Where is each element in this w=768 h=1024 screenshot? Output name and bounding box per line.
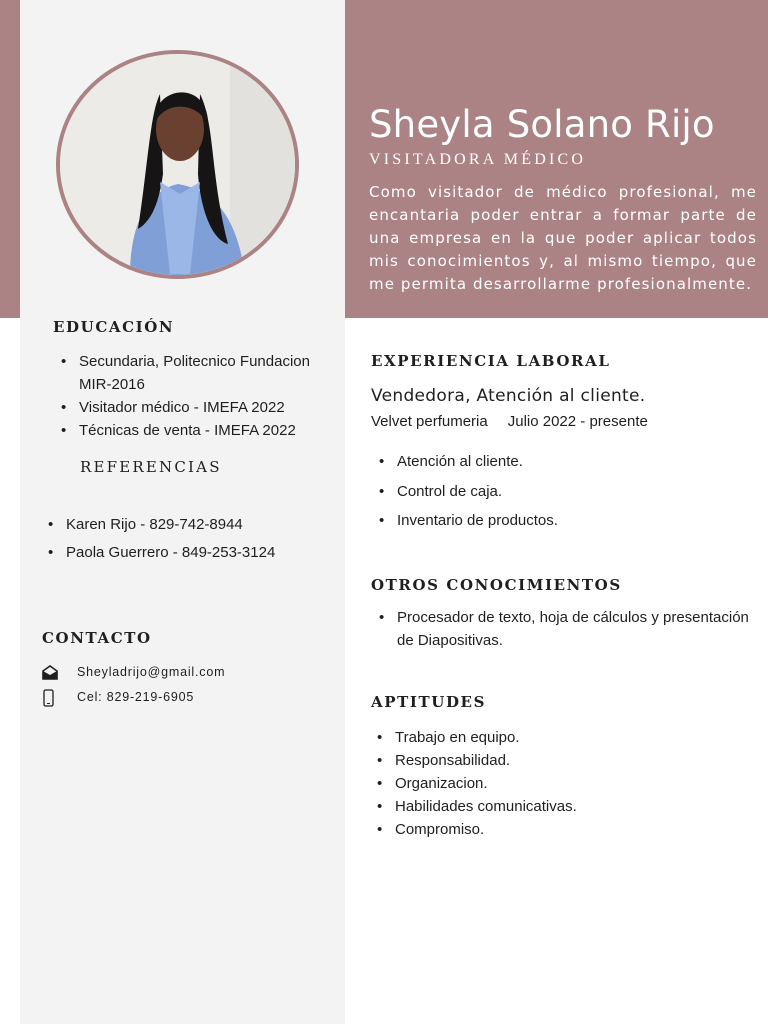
skills-list <box>369 726 759 841</box>
left-accent-strip <box>0 0 20 318</box>
candidate-role: VISITADORA MÉDICO <box>369 151 587 168</box>
list-item: • Trabajo en equipo. <box>369 726 759 749</box>
experience-heading: EXPERIENCIA LABORAL <box>371 352 611 370</box>
list-item: • Técnicas de venta - IMEFA 2022 <box>53 419 343 442</box>
experience-list <box>371 447 761 536</box>
list-item: • Habilidades comunicativas. <box>369 795 759 818</box>
knowledge-list <box>371 606 761 652</box>
list-item: • Visitador médico - IMEFA 2022 <box>53 396 343 419</box>
envelope-icon <box>42 664 58 682</box>
candidate-name: Sheyla Solano Rijo <box>369 103 715 146</box>
list-item: • Responsabilidad. <box>369 749 759 772</box>
job-title: Vendedora, Atención al cliente. <box>371 386 646 406</box>
contact-email[interactable]: Sheyladrijo@gmail.com <box>77 665 226 679</box>
skills-heading: APTITUDES <box>371 693 487 711</box>
phone-icon <box>42 689 58 707</box>
profile-photo <box>56 50 299 279</box>
list-item: • Paola Guerrero - 849-253-3124 <box>40 539 345 567</box>
profile-summary: Como visitador de médico profesional, me encantaria poder entrar a formar parte de una empresa en la que poder aplicar todos mis conocimientos y, al mismo tiempo, que me permita desarrollarme profesionalmente. <box>369 183 757 293</box>
list-item: • Secundaria, Politecnico Fundacion MIR-2016 <box>53 350 343 396</box>
list-item: • Inventario de productos. <box>371 506 761 536</box>
contact-phone[interactable]: Cel: 829-219-6905 <box>77 690 195 704</box>
knowledge-heading: OTROS CONOCIMIENTOS <box>371 576 622 594</box>
education-list <box>53 350 343 442</box>
list-item: • Organizacion. <box>369 772 759 795</box>
list-item: • Atención al cliente. <box>371 447 761 477</box>
contact-heading: CONTACTO <box>42 629 152 647</box>
job-meta <box>371 413 648 430</box>
list-item: • Karen Rijo - 829-742-8944 <box>40 511 345 539</box>
references-list <box>40 511 345 567</box>
education-heading: EDUCACIÓN <box>53 318 175 336</box>
references-heading: REFERENCIAS <box>80 458 222 476</box>
job-dates: Julio 2022 - presente <box>507 413 648 430</box>
job-company: Velvet perfumeria <box>371 413 488 430</box>
list-item: • Procesador de texto, hoja de cálculos y presentación de Diapositivas. <box>371 606 761 652</box>
list-item: • Control de caja. <box>371 477 761 507</box>
list-item: • Compromiso. <box>369 818 759 841</box>
